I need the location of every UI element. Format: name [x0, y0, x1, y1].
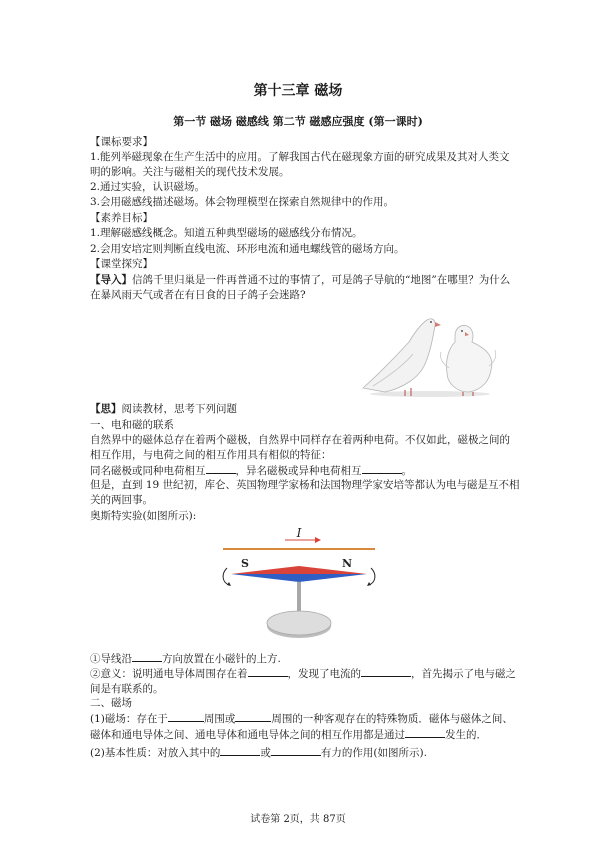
answer-blank[interactable] [248, 666, 288, 677]
part2-property [90, 745, 427, 761]
answer-blank[interactable] [220, 745, 260, 756]
oersted-figure [215, 520, 385, 650]
page-footer: 试卷第 2页，共 87页 [250, 814, 346, 825]
fill-text: 。 [401, 465, 412, 477]
intro-paragraph [90, 273, 520, 303]
fill-text: (2)基本性质：对放入其中的 [90, 747, 221, 759]
current-arrow-icon [315, 537, 321, 543]
section-title: 第一节 磁场 磁感线 第二节 磁感应强度 (第一课时) [173, 115, 423, 128]
oersted-q1 [90, 651, 281, 667]
part1-heading: 一、电和磁的联系 [90, 419, 174, 431]
answer-blank[interactable] [271, 745, 321, 756]
literacy-heading: 【素养目标】 [90, 212, 153, 224]
fill-text: ②意义：说明通电导体周围存在着 [90, 668, 248, 680]
answer-blank[interactable] [132, 651, 162, 662]
fill-text: ，发现了电流的 [287, 668, 361, 680]
north-pole-label: N [342, 557, 353, 570]
answer-blank[interactable] [361, 666, 411, 677]
answer-blank[interactable] [168, 711, 204, 722]
oersted-q2 [90, 666, 520, 697]
answer-blank[interactable] [235, 711, 271, 722]
intro-heading: 【导入】 [90, 274, 132, 286]
literacy-item: 1.理解磁感线概念。知道五种典型磁场的磁感线分布情况。 [90, 227, 363, 239]
think-text: 阅读教材，思考下列问题 [121, 403, 237, 415]
fill-text: ，首先揭示了电与磁之间是有联系的。 [90, 668, 516, 695]
inquiry-heading: 【课堂探究】 [90, 258, 153, 270]
south-pole-label: S [241, 557, 249, 570]
current-label: I [296, 526, 302, 540]
fill-text: 方向放置在小磁针的上方. [162, 653, 281, 665]
fill-text: 或 [260, 747, 271, 759]
standards-item: 2.通过实验，认识磁场。 [90, 181, 206, 193]
intro-text: 信鸽千里归巢是一件再普通不过的事情了，可是鸽子导航的“地图”在哪里？为什么在暴风雨天气或者在有日食的日子鸽子会迷路? [90, 274, 511, 301]
standards-heading: 【课标要求】 [90, 136, 153, 148]
think-line [90, 402, 237, 417]
oersted-caption: 奥斯特实验(如图所示): [90, 510, 197, 522]
chapter-title: 第十三章 磁场 [253, 83, 343, 99]
part2-heading: 二、磁场 [90, 697, 132, 709]
fill-text: 发生的． [445, 729, 487, 741]
fill-text: 同名磁极或同种电荷相互 [90, 465, 206, 477]
part1-paragraph-3: 但是，直到 19 世纪初，库仑、英国物理学家杨和法国物理学家安培等都认为电与磁是互不相关的两回事。 [90, 479, 520, 506]
literacy-item: 2.会用安培定则判断直线电流、环形电流和通电螺线管的磁场方向。 [90, 243, 405, 255]
answer-blank[interactable] [206, 463, 236, 474]
answer-blank[interactable] [362, 463, 402, 474]
fill-text: (1)磁场：存在于 [90, 713, 168, 725]
part1-paragraph-1: 自然界中的磁体总存在着两个磁极，自然界中同样存在着两种电荷。不仅如此，磁极之间的相互作用，与电荷之间的相互作用具有相似的特征： [90, 434, 510, 461]
fill-text: 周围的一种客观存在的特殊物质．磁体与磁体之间、磁体和通电导体之间、通电导体和通电导体之间的相互作用都是通过 [90, 713, 513, 741]
fill-text: 有力的作用(如图所示). [320, 747, 427, 759]
answer-blank[interactable] [405, 727, 445, 738]
standards-item: 1.能列举磁现象在生产生活中的应用。了解我国古代在磁现象方面的研究成果及其对人类文明的影响。关注与磁相关的现代技术发展。 [90, 151, 510, 178]
fill-text: ①导线沿 [90, 653, 132, 665]
standards-item: 3.会用磁感线描述磁场。体会物理模型在探索自然规律中的作用。 [90, 196, 395, 208]
part2-definition [90, 711, 520, 743]
pigeons-image [355, 310, 505, 400]
part1-fill-line [90, 463, 412, 479]
fill-text: 周围或 [203, 713, 236, 725]
fill-text: ，异名磁极或异种电荷相互 [235, 465, 362, 477]
think-heading: 【思】 [90, 403, 122, 415]
